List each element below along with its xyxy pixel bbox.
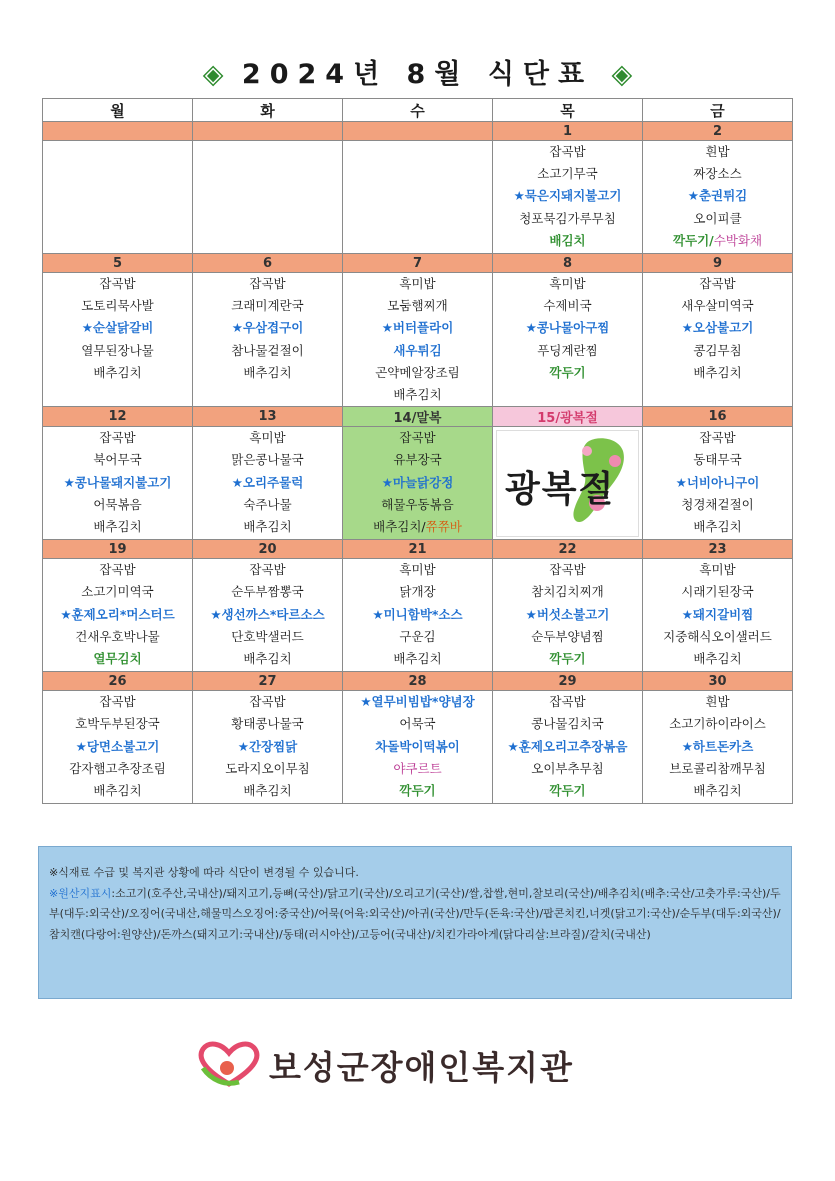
menu-item: [493, 736, 642, 758]
menu-item: [193, 604, 342, 626]
menu-item-text: 흑미밥: [699, 562, 736, 578]
menu-item-text: ★묵은지돼지불고기: [513, 188, 622, 204]
date-cell: 27: [193, 672, 343, 691]
menu-item: [343, 604, 492, 626]
menu-item: [193, 691, 342, 713]
menu-item: [493, 163, 642, 185]
menu-item-text: 잡곡밥: [99, 430, 136, 446]
meal-cell-wed: [343, 559, 493, 672]
menu-item-text: 숙주나물: [243, 496, 292, 512]
date-cell: 1: [493, 122, 643, 141]
menu-item: [493, 208, 642, 230]
menu-item-text: 황태콩나물국: [231, 716, 304, 732]
title-text: 2024년 8월 식단표: [241, 59, 594, 90]
menu-item: [43, 736, 192, 758]
date-cell: 23: [643, 540, 793, 559]
menu-item-text: ★생선까스*타르소스: [210, 606, 325, 622]
menu-item-text: 도라지오이무침: [225, 760, 310, 776]
menu-item-text: 잡곡밥: [249, 562, 286, 578]
notice-box: [38, 846, 792, 999]
date-cell: 21: [343, 540, 493, 559]
menu-item: [193, 648, 342, 670]
menu-item: [193, 362, 342, 384]
menu-item: [193, 427, 342, 449]
diamond-icon-left: ◈: [202, 59, 224, 90]
menu-item-text: 어묵볶음: [93, 496, 142, 512]
meal-cell-thu: [493, 559, 643, 672]
heart-logo-icon: [195, 1038, 265, 1088]
menu-item-text: 순두부짬뽕국: [231, 584, 304, 600]
meal-row: [43, 427, 793, 540]
menu-item: [343, 559, 492, 581]
menu-item: [643, 626, 792, 648]
menu-item-text: 흑미밥: [399, 276, 436, 291]
date-cell: 29: [493, 672, 643, 691]
menu-item: [343, 494, 492, 516]
meal-cell-tue: [193, 427, 343, 540]
menu-item-text: ★오삼불고기: [681, 320, 754, 336]
meal-cell-wed: [343, 141, 493, 254]
menu-item: [43, 449, 192, 471]
menu-item-text: 흑미밥: [399, 562, 436, 578]
menu-item: [43, 604, 192, 626]
diamond-icon-right: ◈: [611, 59, 633, 90]
menu-item: [343, 713, 492, 735]
menu-item-text: 감자햄고추장조림: [69, 760, 166, 776]
menu-item-text: 배추김치: [93, 518, 142, 534]
menu-item: [643, 780, 792, 802]
date-cell: [43, 122, 193, 141]
menu-item-text: 지중해식오이샐러드: [663, 628, 772, 644]
date-row: [43, 540, 793, 559]
menu-item-text: 구운김: [399, 628, 436, 644]
menu-item: [43, 516, 192, 538]
menu-item: [343, 362, 492, 384]
weekday-mon: 월: [43, 99, 193, 122]
meal-cell-mon: [43, 559, 193, 672]
menu-item: [43, 295, 192, 317]
menu-item: [193, 780, 342, 802]
menu-item-text: 해물우동볶음: [381, 496, 454, 512]
menu-item-text: ★간장찜닭: [237, 738, 298, 754]
menu-item-text: 참치김치찌개: [531, 584, 604, 600]
weekday-fri: 금: [643, 99, 793, 122]
menu-item-text: 새우살미역국: [681, 298, 754, 314]
menu-item-text: 맑은콩나물국: [231, 452, 304, 468]
menu-calendar: [42, 98, 793, 804]
menu-item-text: 잡곡밥: [549, 694, 586, 710]
meal-cell-wed: [343, 273, 493, 407]
menu-item: [43, 273, 192, 295]
menu-item: [643, 141, 792, 163]
menu-item: [493, 758, 642, 780]
menu-item-text: 깍두기/: [672, 232, 714, 248]
meal-cell-fri: [643, 141, 793, 254]
menu-item: [43, 317, 192, 339]
org-name: 보성군장애인복지관: [269, 1048, 574, 1087]
menu-item: [643, 581, 792, 603]
date-cell: 12: [43, 407, 193, 427]
menu-item-text: 소고기무국: [537, 166, 598, 182]
menu-item-text: ★버섯소불고기: [525, 606, 610, 622]
menu-item-text: 곤약메알장조림: [375, 364, 460, 380]
menu-item: [493, 691, 642, 713]
menu-item: [193, 559, 342, 581]
date-cell: 2: [643, 122, 793, 141]
calendar-body: [43, 122, 793, 804]
meal-cell-thu: [493, 691, 643, 804]
meal-cell-mon: [43, 141, 193, 254]
menu-item-text: 오이부추무침: [531, 760, 604, 776]
menu-item: [193, 494, 342, 516]
menu-item-text: 잡곡밥: [99, 694, 136, 710]
menu-item-text: 차돌박이떡볶이: [375, 738, 460, 754]
menu-item: [493, 230, 642, 252]
menu-item: [343, 295, 492, 317]
menu-item: [343, 427, 492, 449]
menu-item: [343, 758, 492, 780]
menu-item: [493, 340, 642, 362]
menu-item-text: 순두부양념찜: [531, 628, 604, 644]
menu-item: [193, 273, 342, 295]
date-cell: 14/말복: [343, 407, 493, 427]
notice-origin: [49, 884, 781, 946]
menu-item-text: 잡곡밥: [249, 276, 286, 291]
menu-item: [343, 736, 492, 758]
menu-item: [493, 362, 642, 384]
menu-item-text: 잡곡밥: [699, 430, 736, 446]
menu-item-text: 깍두기: [399, 782, 436, 798]
menu-item: [193, 713, 342, 735]
menu-item-text: 짜장소스: [693, 166, 742, 182]
menu-item: [193, 516, 342, 538]
menu-item: [643, 273, 792, 295]
menu-item: [493, 295, 642, 317]
menu-item-extra: 쮸쮸바: [425, 518, 462, 534]
menu-item-text: ★하트돈카츠: [681, 738, 754, 754]
meal-cell-wed: [343, 427, 493, 540]
menu-item: [43, 559, 192, 581]
menu-item: [193, 736, 342, 758]
date-row: [43, 122, 793, 141]
menu-item: [193, 449, 342, 471]
menu-item-text: ★훈제오리*머스터드: [60, 606, 175, 622]
menu-item: [643, 559, 792, 581]
meal-cell-fri: [643, 427, 793, 540]
menu-item: [43, 758, 192, 780]
menu-item: [643, 185, 792, 207]
menu-item: [193, 758, 342, 780]
menu-item-text: 배추김치: [693, 518, 742, 534]
menu-item: [343, 340, 492, 362]
menu-item: [343, 648, 492, 670]
meal-cell-mon: [43, 691, 193, 804]
menu-item: [343, 273, 492, 295]
meal-row: [43, 141, 793, 254]
weekday-tue: 화: [193, 99, 343, 122]
menu-item-text: 소고기하이라이스: [669, 716, 766, 732]
menu-item: [643, 317, 792, 339]
menu-item-text: 야쿠르트: [393, 760, 442, 776]
menu-item-extra: 수박화채: [713, 232, 763, 248]
menu-item-text: 배추김치: [393, 650, 442, 666]
meal-cell-tue: [193, 559, 343, 672]
meal-cell-tue: [193, 691, 343, 804]
menu-item-text: 유부장국: [393, 452, 442, 468]
date-row: [43, 407, 793, 427]
menu-item-text: 배추김치: [393, 386, 442, 402]
menu-item-text: ★돼지갈비찜: [681, 606, 754, 622]
menu-item-text: 잡곡밥: [99, 276, 136, 291]
menu-item-text: ★춘권튀김: [687, 188, 748, 204]
menu-item: [43, 648, 192, 670]
menu-item: [343, 317, 492, 339]
menu-item: [193, 295, 342, 317]
date-cell: 19: [43, 540, 193, 559]
date-cell: 13: [193, 407, 343, 427]
menu-item: [643, 648, 792, 670]
menu-item: [643, 340, 792, 362]
date-cell: 22: [493, 540, 643, 559]
menu-item-text: ★미니함박*소스: [372, 606, 463, 622]
menu-item-text: 동태무국: [693, 452, 742, 468]
menu-item-text: 청경채겉절이: [681, 496, 754, 512]
menu-item: [643, 516, 792, 538]
meal-cell-tue: [193, 273, 343, 407]
menu-item-text: 푸딩계란찜: [537, 342, 598, 358]
meal-row: [43, 559, 793, 672]
menu-item-text: 잡곡밥: [549, 562, 586, 578]
menu-item: [643, 295, 792, 317]
menu-item-text: 배추김치: [243, 364, 292, 380]
menu-item-text: 수제비국: [543, 298, 592, 314]
meal-cell-fri: [643, 691, 793, 804]
holiday-cell: [493, 427, 643, 540]
menu-item-text: 어묵국: [399, 716, 436, 732]
menu-item-text: 참나물겉절이: [231, 342, 304, 358]
menu-item-text: 새우튀김: [393, 342, 442, 358]
menu-item: [643, 163, 792, 185]
menu-item-text: 호박두부된장국: [75, 716, 160, 732]
menu-item-text: 크래미계란국: [231, 298, 304, 314]
menu-item-text: 단호박샐러드: [231, 628, 304, 644]
menu-item: [43, 713, 192, 735]
menu-item: [43, 362, 192, 384]
menu-item: [493, 780, 642, 802]
date-cell: 30: [643, 672, 793, 691]
menu-item-text: 흰밥: [705, 144, 730, 159]
date-cell: 26: [43, 672, 193, 691]
menu-item: [643, 691, 792, 713]
menu-item: [343, 384, 492, 406]
holiday-label: 광복절: [505, 468, 616, 511]
menu-item-text: 흰밥: [705, 694, 730, 710]
menu-item: [493, 604, 642, 626]
menu-item-text: 잡곡밥: [699, 276, 736, 291]
date-cell: 15/광복절: [493, 407, 643, 427]
menu-item-text: 열무된장나물: [81, 342, 154, 358]
menu-item: [43, 427, 192, 449]
menu-item-text: ★콩나물아구찜: [525, 320, 610, 336]
menu-item: [193, 581, 342, 603]
weekday-thu: 목: [493, 99, 643, 122]
menu-item-text: 깍두기: [549, 364, 586, 380]
meal-cell-fri: [643, 273, 793, 407]
menu-item-text: ★오리주물럭: [231, 474, 304, 490]
menu-item: [193, 317, 342, 339]
menu-item-text: 브로콜리참깨무침: [669, 760, 766, 776]
meal-row: [43, 273, 793, 407]
menu-item: [43, 340, 192, 362]
menu-item: [643, 208, 792, 230]
menu-item-text: 시래기된장국: [681, 584, 754, 600]
menu-item: [643, 604, 792, 626]
menu-item-text: ★우삼겹구이: [231, 320, 304, 336]
menu-item: [343, 780, 492, 802]
menu-item-text: 배추김치: [243, 782, 292, 798]
menu-item: [643, 427, 792, 449]
menu-item: [343, 581, 492, 603]
menu-item: [43, 472, 192, 494]
menu-item-text: 배추김치: [693, 364, 742, 380]
menu-item-text: 배추김치: [93, 782, 142, 798]
menu-item: [343, 691, 492, 713]
meal-cell-thu: [493, 273, 643, 407]
menu-item-text: 잡곡밥: [399, 430, 436, 446]
menu-item: [193, 472, 342, 494]
menu-item: [643, 713, 792, 735]
menu-item-text: 열무김치: [93, 650, 142, 666]
menu-item: [643, 472, 792, 494]
menu-item-text: 배추김치: [693, 650, 742, 666]
menu-item-text: ★마늘닭강정: [381, 474, 454, 490]
menu-item: [493, 185, 642, 207]
menu-item-text: ★당면소불고기: [75, 738, 160, 754]
menu-item: [43, 691, 192, 713]
menu-item: [43, 581, 192, 603]
menu-item: [343, 516, 492, 538]
menu-item: [193, 626, 342, 648]
menu-item: [493, 713, 642, 735]
menu-item-text: 소고기미역국: [81, 584, 154, 600]
menu-item-text: 건새우호박나물: [75, 628, 160, 644]
menu-item: [43, 626, 192, 648]
date-cell: 28: [343, 672, 493, 691]
date-cell: 20: [193, 540, 343, 559]
date-cell: 16: [643, 407, 793, 427]
meal-row: [43, 691, 793, 804]
menu-item: [493, 273, 642, 295]
date-cell: 9: [643, 254, 793, 273]
menu-item-text: 모둠햄찌개: [387, 298, 448, 314]
meal-cell-wed: [343, 691, 493, 804]
menu-item: [493, 317, 642, 339]
date-cell: [343, 122, 493, 141]
menu-item-text: 콩나물김치국: [531, 716, 604, 732]
menu-item: [343, 449, 492, 471]
menu-item: [643, 362, 792, 384]
notice-change: ※식재료 수급 및 복지관 상황에 따라 식단이 변경될 수 있습니다.: [49, 866, 359, 879]
date-row: [43, 672, 793, 691]
menu-item-text: ★너비아니구이: [675, 474, 760, 490]
menu-item: [343, 626, 492, 648]
menu-item-text: 닭개장: [399, 584, 436, 600]
page-title: [0, 52, 835, 91]
menu-item: [193, 340, 342, 362]
meal-cell-mon: [43, 273, 193, 407]
meal-cell-tue: [193, 141, 343, 254]
menu-item-text: 잡곡밥: [249, 694, 286, 710]
menu-item-text: 콩김무침: [693, 342, 742, 358]
date-cell: [193, 122, 343, 141]
meal-cell-mon: [43, 427, 193, 540]
menu-item-text: 잡곡밥: [549, 144, 586, 159]
meal-cell-thu: [493, 141, 643, 254]
menu-item-text: 배추김치: [243, 650, 292, 666]
menu-item-text: 흑미밥: [249, 430, 286, 446]
menu-item: [493, 581, 642, 603]
menu-item-text: 청포묵김가루무침: [519, 210, 616, 226]
weekday-header-row: [43, 99, 793, 122]
menu-item-text: 깍두기: [549, 782, 586, 798]
menu-item-text: 북어무국: [93, 452, 142, 468]
date-cell: 6: [193, 254, 343, 273]
menu-item-text: 잡곡밥: [99, 562, 136, 578]
menu-item: [493, 559, 642, 581]
menu-item-text: ★훈제오리고추장볶음: [507, 738, 628, 754]
menu-item-text: 깍두기: [549, 650, 586, 666]
menu-item: [643, 758, 792, 780]
menu-item-text: ★열무비빔밥*양념장: [360, 694, 475, 710]
menu-item-text: ★버터플라이: [381, 320, 454, 336]
menu-item-text: 배김치: [549, 232, 586, 248]
date-row: [43, 254, 793, 273]
menu-item-text: 배추김치/: [373, 518, 426, 534]
menu-item: [493, 648, 642, 670]
origin-label: ※원산지표시: [49, 886, 112, 900]
menu-item: [43, 780, 192, 802]
menu-item: [343, 472, 492, 494]
weekday-wed: 수: [343, 99, 493, 122]
meal-cell-fri: [643, 559, 793, 672]
menu-item-text: 배추김치: [243, 518, 292, 534]
menu-item-text: ★콩나물돼지불고기: [63, 474, 172, 490]
menu-item: [643, 494, 792, 516]
date-cell: 8: [493, 254, 643, 273]
date-cell: 5: [43, 254, 193, 273]
menu-item-text: 오이피클: [693, 210, 742, 226]
menu-item: [493, 626, 642, 648]
menu-item: [643, 736, 792, 758]
origin-text: :소고기(호주산,국내산)/돼지고기,등뼈(국산)/닭고기(국산)/오리고기(국산)/쌀,찹쌀,현미,찰보리(국산)/배추김치(배추:국산/고춧가루:국산)/두부(대두:외국산)/오징어(국내산,해물믹스오징어:중국산)/어묵(어육:외국산)/아귀(국산)/만두(돈육:국산)/팝콘치킨,너겟(닭고기:국산)/순두부(대두:외국산)/참치캔(다랑어:원양산)/돈까스(돼지고기:국내산)/동태(러시아산)/고등어(국내산)/치킨가라아게(닭다리살:브라질)/갈치(국내산): [49, 886, 781, 941]
menu-item-text: 배추김치: [693, 782, 742, 798]
menu-item-text: 흑미밥: [549, 276, 586, 291]
menu-item: [643, 230, 792, 252]
menu-item: [43, 494, 192, 516]
menu-item-text: 배추김치: [93, 364, 142, 380]
menu-item: [493, 141, 642, 163]
menu-item-text: 도토리묵사발: [81, 298, 154, 314]
menu-item: [643, 449, 792, 471]
menu-item-text: ★순살닭갈비: [81, 320, 154, 336]
date-cell: 7: [343, 254, 493, 273]
